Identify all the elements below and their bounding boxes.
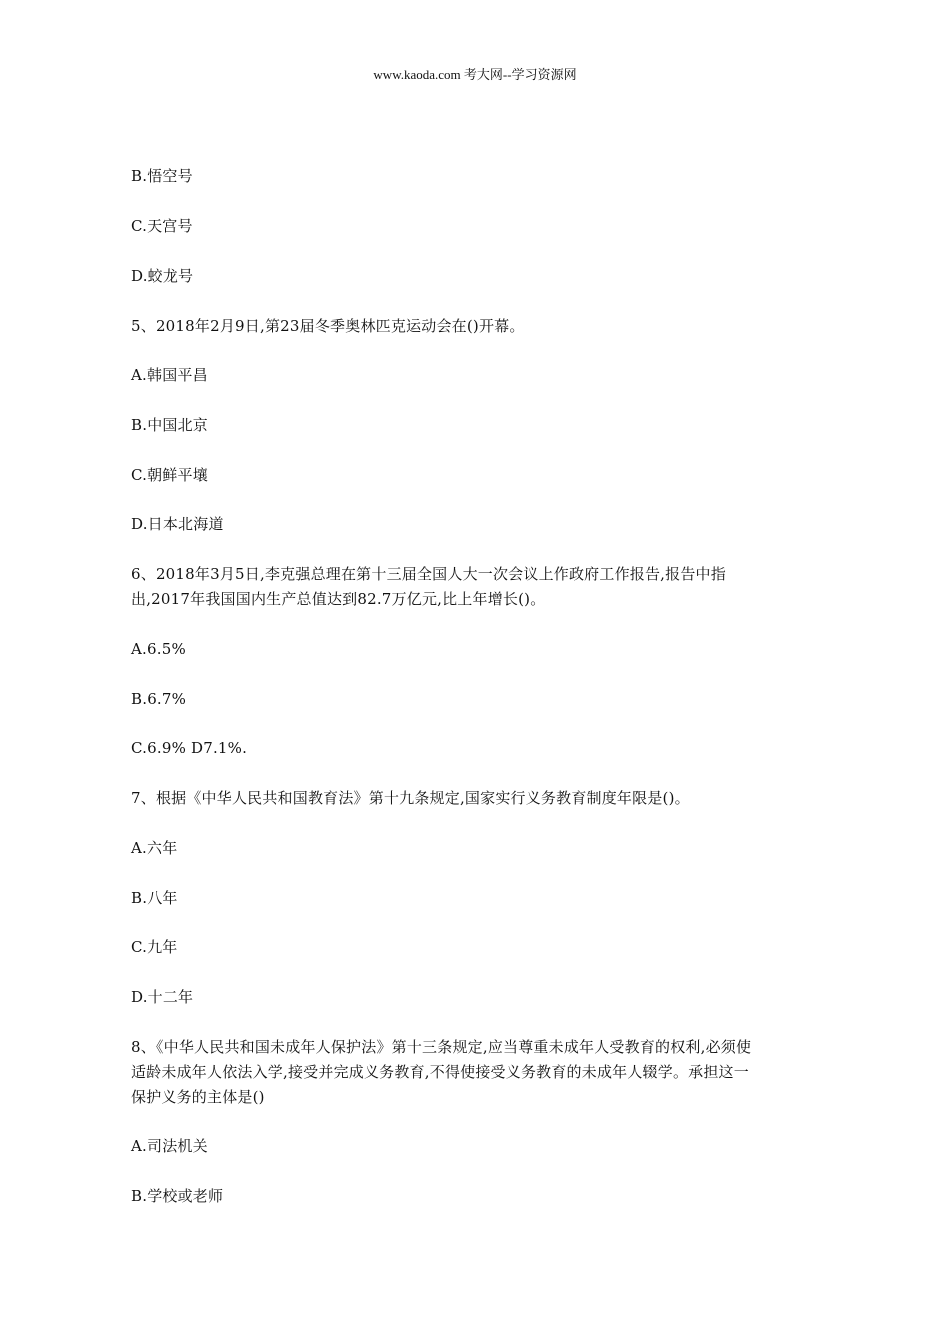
q8-question-line-1: 8、《中华人民共和国未成年人保护法》第十三条规定,应当尊重未成年人受教育的权利,必须使 [131,1038,752,1056]
q8-option-a: A.司法机关 [131,1137,208,1155]
q7-option-b: B.八年 [131,889,178,907]
site-header: www.kaoda.com 考大网--学习资源网 [373,67,577,82]
q5-option-d: D.日本北海道 [131,515,224,533]
q7-option-d: D.十二年 [131,988,194,1006]
q6-question-line-2: 出,2017年我国国内生产总值达到82.7万亿元,比上年增长()。 [131,590,546,608]
q4-option-d: D.蛟龙号 [131,267,194,285]
q4-option-c: C.天宫号 [131,217,193,235]
q7-option-a: A.六年 [131,839,178,857]
q8-option-b: B.学校或老师 [131,1187,224,1205]
q4-option-b: B.悟空号 [131,167,193,185]
q6-option-b: B.6.7% [131,690,187,708]
q6-question-line-1: 6、2018年3月5日,李克强总理在第十三届全国人大一次会议上作政府工作报告,报告中指 [131,565,726,583]
q7-option-c: C.九年 [131,938,178,956]
q5-question: 5、2018年2月9日,第23届冬季奥林匹克运动会在()开幕。 [131,317,525,335]
q6-option-c-d: C.6.9% D7.1%. [131,739,248,757]
q5-option-a: A.韩国平昌 [131,366,208,384]
q8-question-line-3: 保护义务的主体是() [131,1088,265,1106]
q6-option-a: A.6.5% [131,640,186,658]
q5-option-b: B.中国北京 [131,416,208,434]
q7-question: 7、根据《中华人民共和国教育法》第十九条规定,国家实行义务教育制度年限是()。 [131,789,690,807]
q8-question-line-2: 适龄未成年人依法入学,接受并完成义务教育,不得使接受义务教育的未成年人辍学。承担这一 [131,1063,749,1081]
q5-option-c: C.朝鲜平壤 [131,466,208,484]
